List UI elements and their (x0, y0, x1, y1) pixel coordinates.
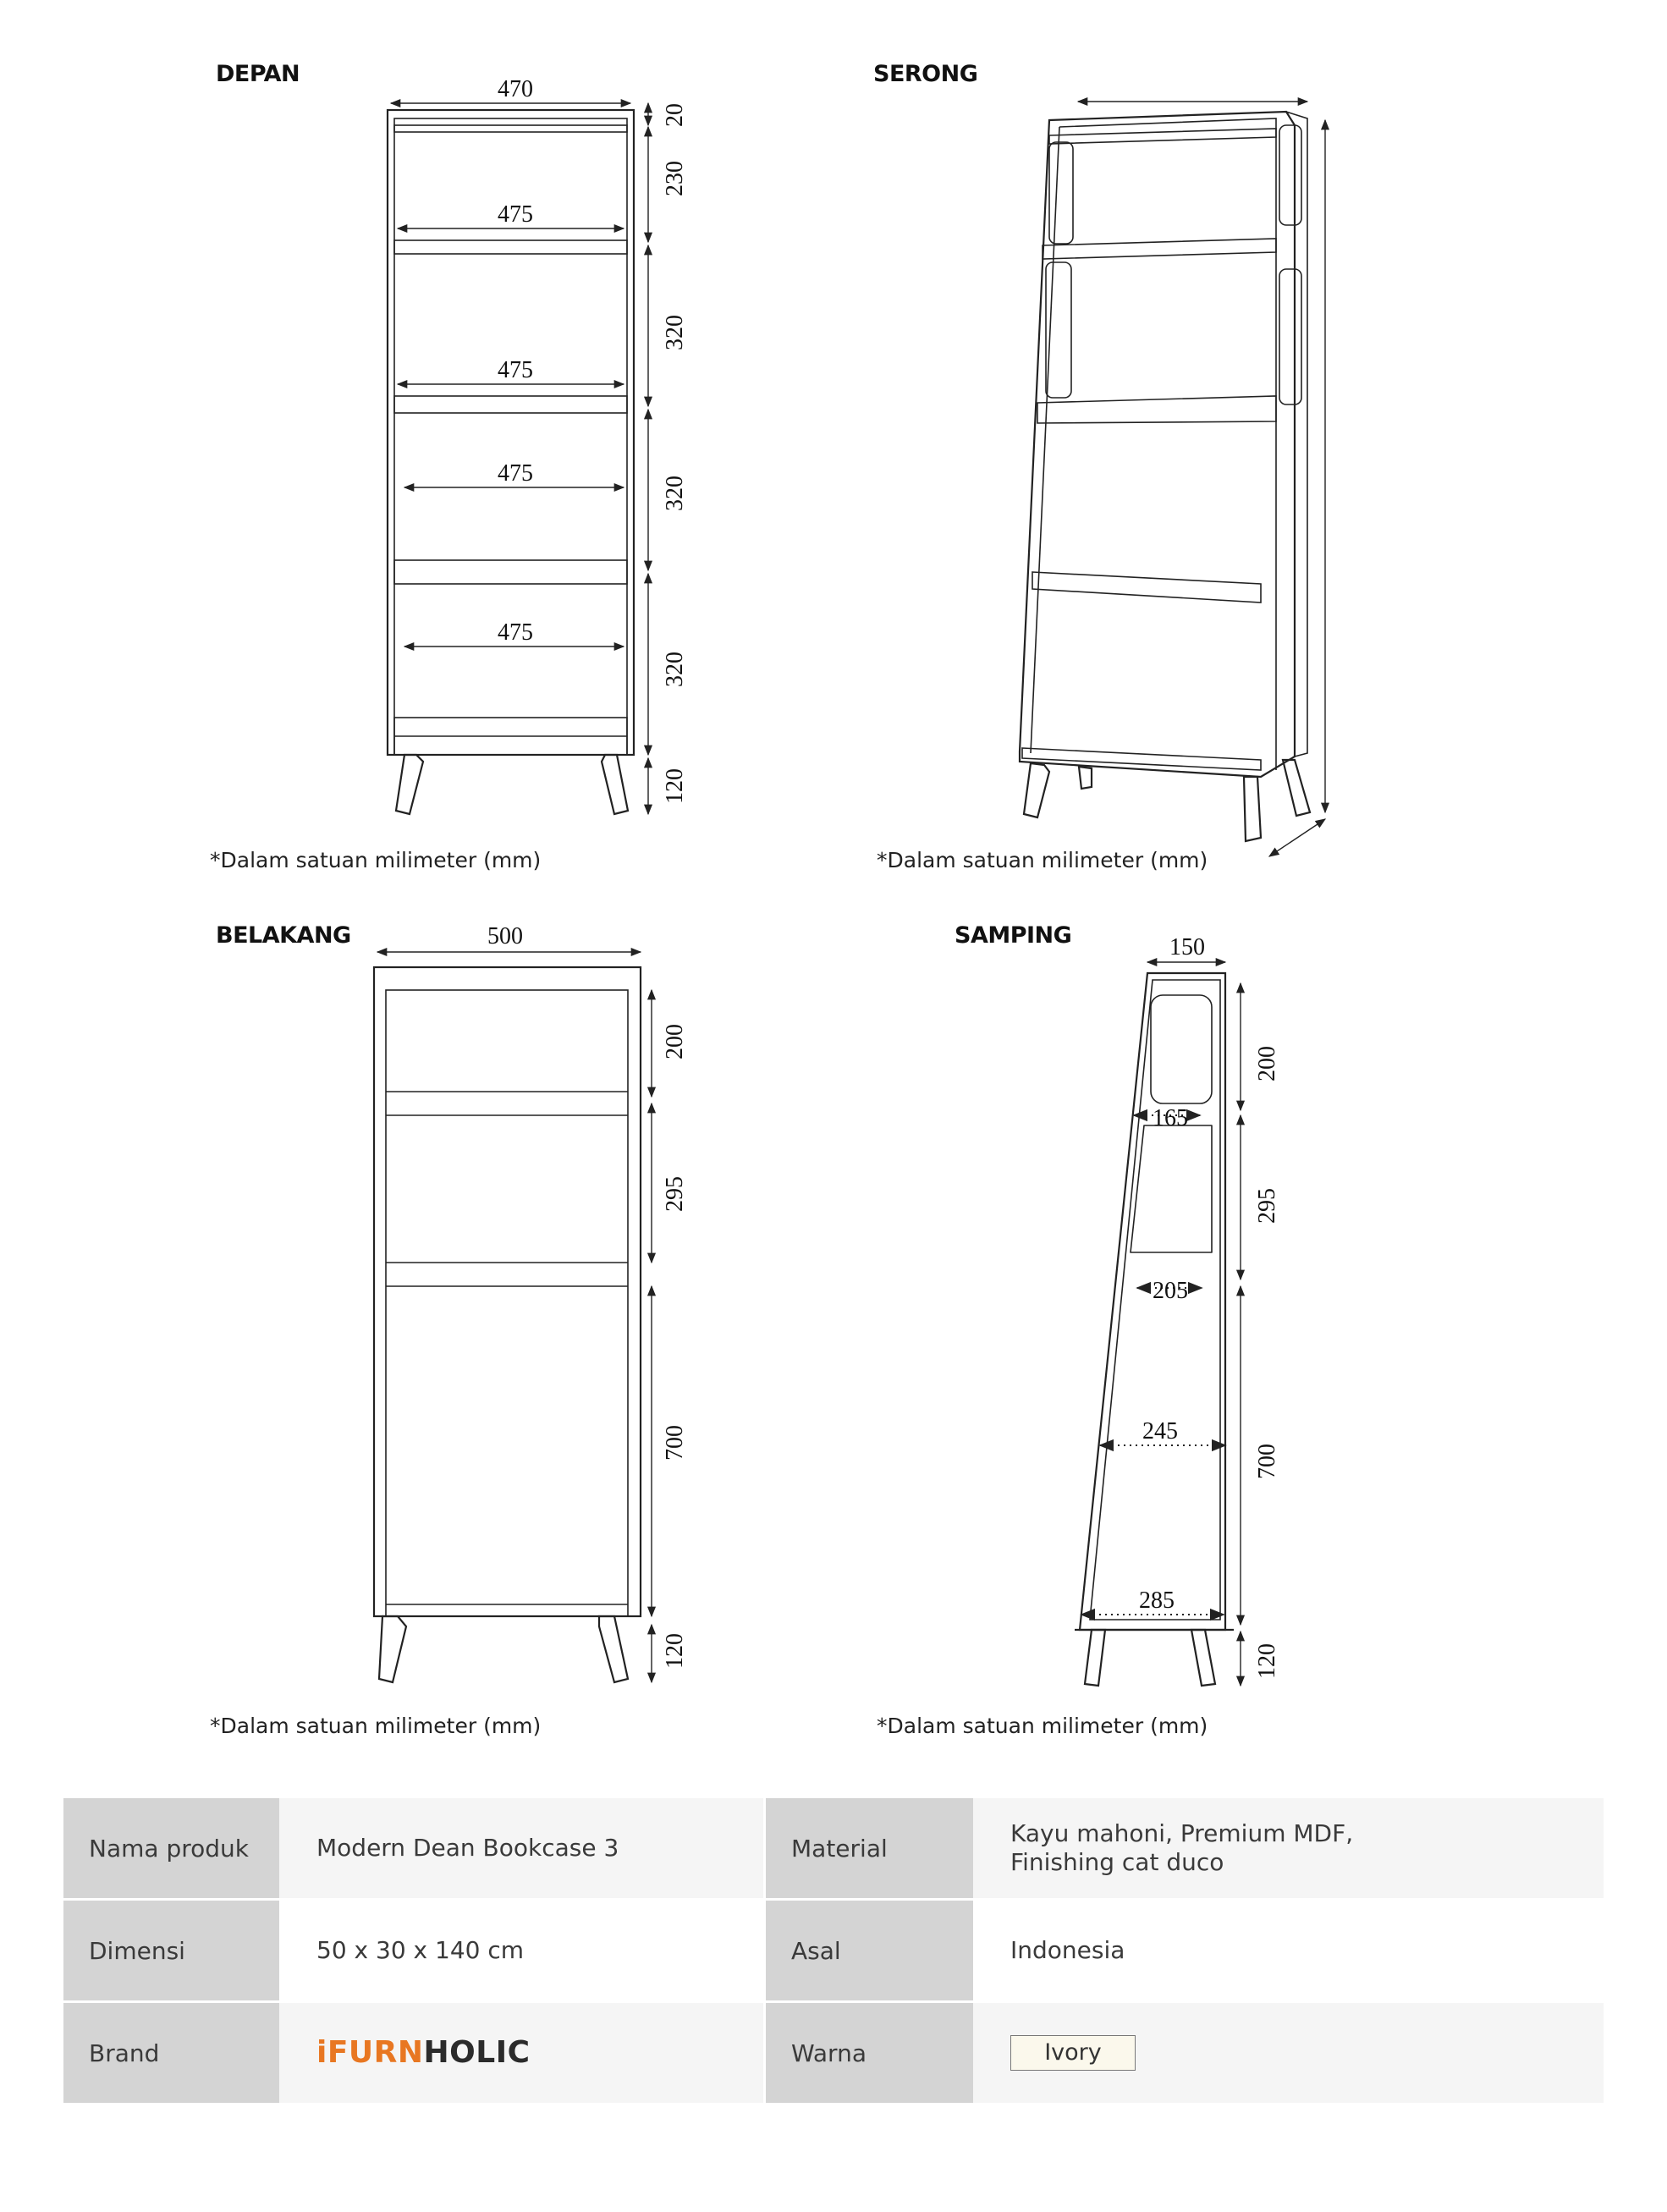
back-dim-h1: 200 (662, 1024, 688, 1059)
back-view-drawing (374, 923, 688, 1682)
front-dim-h4: 320 (662, 652, 688, 687)
angled-view-title: SERONG (873, 61, 978, 87)
back-dim-width: 500 (487, 923, 523, 949)
side-dim-top-depth: 150 (1169, 934, 1205, 960)
spec-row (63, 2003, 1604, 2103)
front-dim-top-width: 470 (498, 76, 533, 102)
back-dim-h2: 295 (662, 1176, 688, 1212)
brand-label: Brand (63, 2003, 279, 2103)
brand-logo (316, 2035, 531, 2070)
dimension-value: 50 x 30 x 140 cm (279, 1901, 763, 2000)
origin-label: Asal (766, 1901, 973, 2000)
front-dim-h2: 320 (662, 315, 688, 350)
dimension-label: Dimensi (63, 1901, 279, 2000)
brand-logo-part2: HOLIC (423, 2035, 531, 2070)
angled-view-drawing (1020, 102, 1325, 856)
side-view-title: SAMPING (955, 922, 1072, 949)
front-dim-h3: 320 (662, 476, 688, 511)
side-dim-h2: 295 (1254, 1188, 1280, 1224)
back-dim-h-leg: 120 (662, 1633, 688, 1669)
brand-logo-part1: iFURN (316, 2035, 424, 2070)
front-dim-h1: 230 (662, 161, 688, 196)
product-name-value: Modern Dean Bookcase 3 (279, 1798, 763, 1898)
side-dim-d4: 285 (1139, 1587, 1175, 1614)
side-dim-d3: 245 (1142, 1418, 1178, 1444)
front-view-drawing (388, 76, 688, 814)
color-swatch: Ivory (1010, 2035, 1136, 2071)
material-value (973, 1798, 1604, 1898)
front-dim-shelf1: 475 (498, 201, 533, 228)
front-dim-shelf2: 475 (498, 357, 533, 383)
front-unit-note: *Dalam satuan milimeter (mm) (210, 848, 542, 872)
material-value-line1: Kayu mahoni, Premium MDF, (1010, 1819, 1354, 1847)
color-value (973, 2003, 1604, 2103)
origin-value: Indonesia (973, 1901, 1604, 2000)
side-unit-note: *Dalam satuan milimeter (mm) (877, 1714, 1208, 1738)
color-label: Warna (766, 2003, 973, 2103)
side-view-drawing (1075, 934, 1280, 1686)
front-dim-h-leg: 120 (662, 768, 688, 804)
front-dim-shelf4: 475 (498, 619, 533, 646)
side-dim-h3: 700 (1254, 1444, 1280, 1479)
back-dim-h3: 700 (662, 1425, 688, 1461)
side-dim-d2: 205 (1153, 1278, 1188, 1304)
material-value-line2: Finishing cat duco (1010, 1848, 1224, 1876)
front-view-title: DEPAN (216, 61, 300, 87)
spec-row (63, 1901, 1604, 2000)
side-dim-h1: 200 (1254, 1046, 1280, 1081)
front-dim-shelf3: 475 (498, 460, 533, 487)
product-name-label: Nama produk (63, 1798, 279, 1898)
back-view-title: BELAKANG (216, 922, 351, 949)
angled-unit-note: *Dalam satuan milimeter (mm) (877, 848, 1208, 872)
spec-row (63, 1798, 1604, 1898)
brand-value (279, 2003, 763, 2103)
front-dim-h-top: 20 (662, 103, 688, 127)
side-dim-h-leg: 120 (1254, 1643, 1280, 1679)
side-dim-d1: 165 (1153, 1105, 1188, 1131)
back-unit-note: *Dalam satuan milimeter (mm) (210, 1714, 542, 1738)
material-label: Material (766, 1798, 973, 1898)
